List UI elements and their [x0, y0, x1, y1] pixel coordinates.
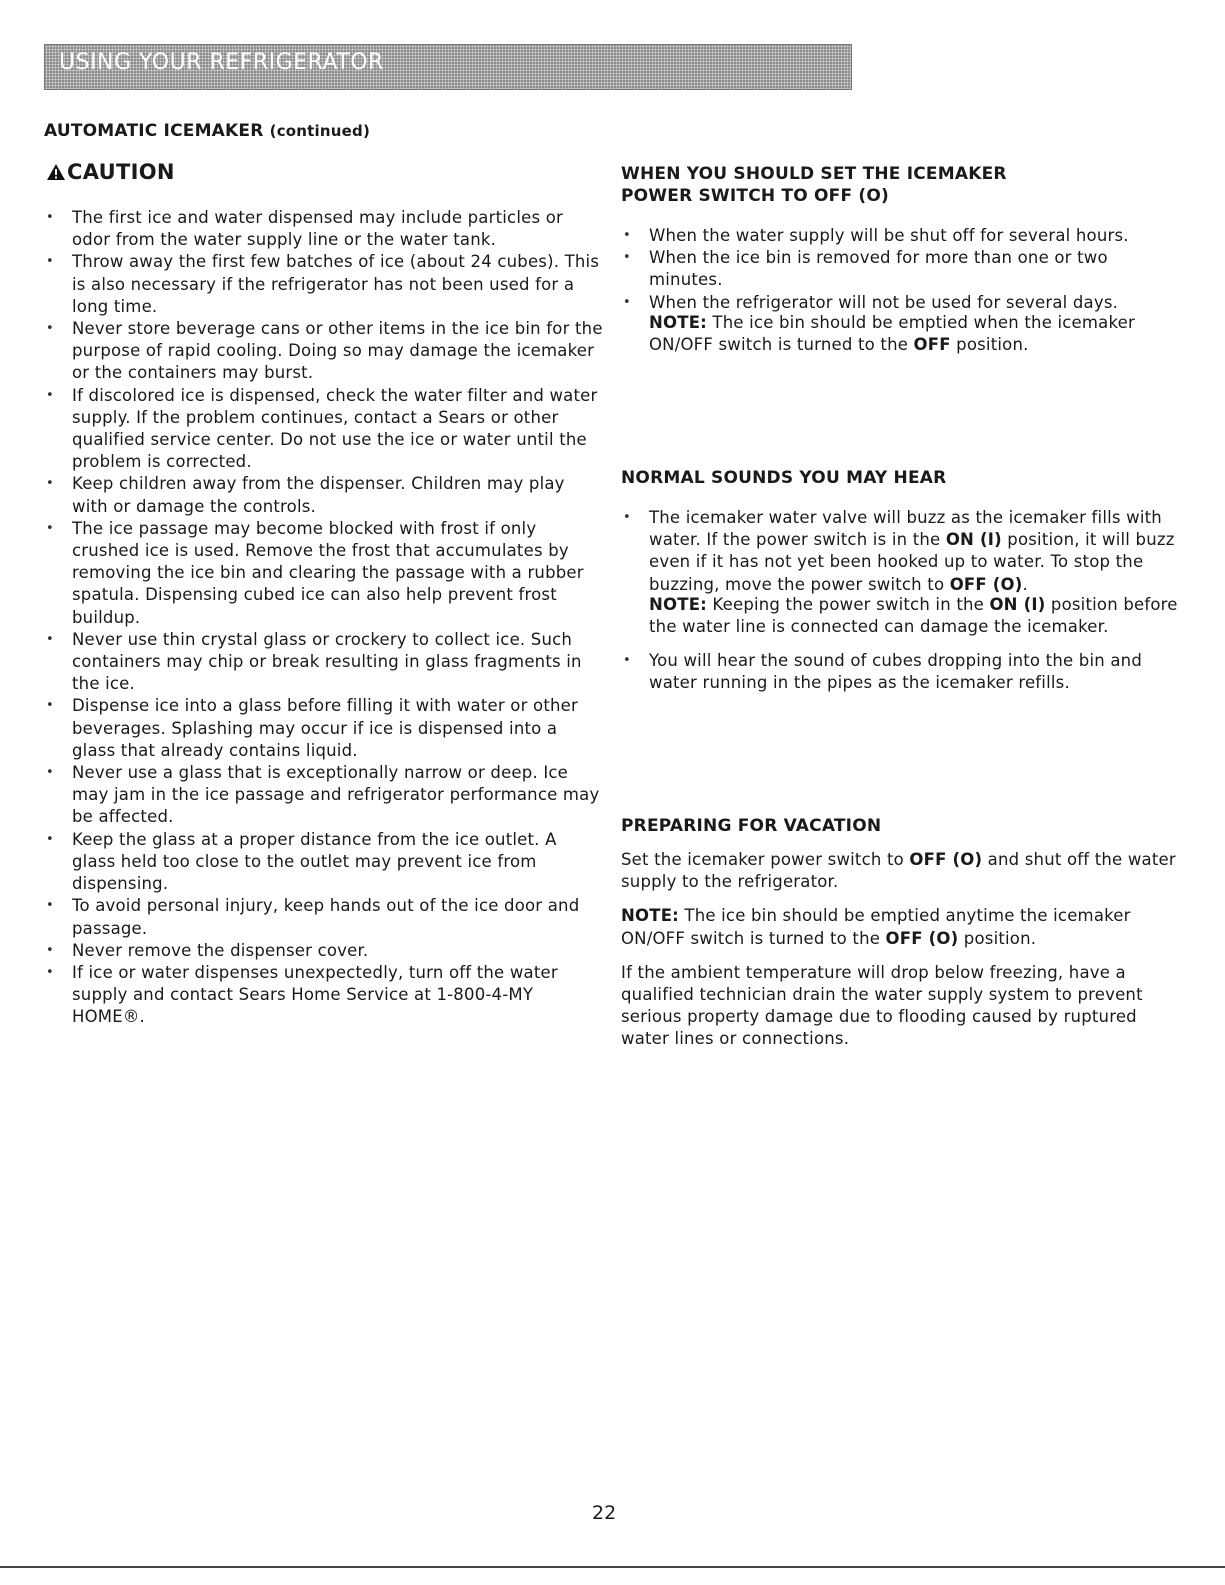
set-off-section	[621, 163, 1181, 356]
caution-heading	[46, 160, 175, 184]
footer-rule	[0, 1566, 1225, 1568]
caution-item: • Never store beverage cans or other items in the ice bin for the purpose of rapid cooling. Doing so may damage the icemaker or the containers may burst.	[44, 318, 604, 385]
vacation-section	[621, 815, 1181, 1063]
warning-triangle-icon	[46, 163, 66, 181]
sounds-heading: NORMAL SOUNDS YOU MAY HEAR	[621, 468, 947, 488]
set-off-list	[621, 225, 1181, 314]
set-off-item: • When the ice bin is removed for more than one or two minutes.	[621, 247, 1181, 291]
banner-title: USING YOUR REFRIGERATOR	[59, 50, 384, 75]
sounds-note: NOTE: Keeping the power switch in the ON (I) position before the water line is connected can damage the icemaker.	[649, 594, 1178, 637]
section-banner	[44, 44, 852, 90]
sounds-list-2	[621, 650, 1181, 694]
set-off-item: • When the water supply will be shut off for several hours.	[621, 225, 1181, 247]
caution-item: • The first ice and water dispensed may include particles or odor from the water supply line or the water tank.	[44, 207, 604, 251]
set-off-item: • When the refrigerator will not be used for several days.	[621, 292, 1181, 314]
section-title-continued: (continued)	[269, 122, 371, 140]
section-title	[44, 121, 370, 141]
page-number: 22	[592, 1502, 617, 1524]
caution-item: • Dispense ice into a glass before filling it with water or other beverages. Splashing may occur if ice is dispensed into a glass that already contains liquid.	[44, 695, 604, 762]
caution-item: • Never use a glass that is exceptionally narrow or deep. Ice may jam in the ice passage and refrigerator performance may be affected.	[44, 762, 604, 829]
caution-item: • Keep children away from the dispenser. Children may play with or damage the controls.	[44, 473, 604, 517]
caution-item: • Throw away the first few batches of ice (about 24 cubes). This is also necessary if the refrigerator has not been used for a long time.	[44, 251, 604, 318]
note-end: position.	[950, 335, 1029, 355]
sounds-item: • The icemaker water valve will buzz as the icemaker fills with water. If the power switch is in the ON (I) position, it will buzz even if it has not yet been hooked up to water. To stop the buzzing, move the power switch to OFF (O).	[621, 507, 1181, 596]
caution-list-column	[44, 207, 604, 1029]
set-off-heading-line2: POWER SWITCH TO OFF (O)	[621, 186, 889, 206]
caution-item: • To avoid personal injury, keep hands out of the ice door and passage.	[44, 895, 604, 939]
caution-item: • Keep the glass at a proper distance from the ice outlet. A glass held too close to the outlet may prevent ice from dispensing.	[44, 829, 604, 896]
set-off-note	[621, 312, 1181, 356]
sounds-section	[621, 467, 1181, 695]
sounds-list	[621, 507, 1181, 596]
vacation-heading: PREPARING FOR VACATION	[621, 816, 882, 836]
caution-label: CAUTION	[67, 160, 175, 184]
caution-list	[44, 207, 604, 1029]
caution-item: • Never remove the dispenser cover.	[44, 940, 604, 962]
vacation-note: NOTE: The ice bin should be emptied anytime the icemaker ON/OFF switch is turned to the OFF (O) position.	[621, 906, 1131, 948]
caution-item: • If discolored ice is dispensed, check the water filter and water supply. If the problem continues, contact a Sears or other qualified service center. Do not use the ice or water until the problem is corrected.	[44, 385, 604, 474]
vacation-paragraph: Set the icemaker power switch to OFF (O) and shut off the water supply to the refrigerator.	[621, 850, 1176, 892]
set-off-heading	[621, 163, 1181, 207]
vacation-freezing-paragraph: If the ambient temperature will drop below freezing, have a qualified technician drain the water supply system to prevent serious property damage due to flooding caused by ruptured water lines or connections.	[621, 962, 1143, 1049]
set-off-heading-line1: WHEN YOU SHOULD SET THE ICEMAKER	[621, 164, 1007, 184]
section-title-text: AUTOMATIC ICEMAKER	[44, 121, 264, 141]
sounds-item: • You will hear the sound of cubes dropping into the bin and water running in the pipes as the icemaker refills.	[621, 650, 1181, 694]
caution-item: • Never use thin crystal glass or crockery to collect ice. Such containers may chip or break resulting in glass fragments in the ice.	[44, 629, 604, 696]
note-label: NOTE:	[649, 312, 707, 332]
caution-item: • If ice or water dispenses unexpectedly, turn off the water supply and contact Sears Home Service at 1-800-4-MY HOME®.	[44, 962, 604, 1029]
note-text: The ice bin should be emptied when the icemaker ON/OFF switch is turned to the	[649, 312, 1135, 355]
note-bold: OFF	[913, 335, 951, 355]
caution-item: • The ice passage may become blocked with frost if only crushed ice is used. Remove the frost that accumulates by removing the ice bin and clearing the passage with a rubber spatula. Dispensing cubed ice can also help prevent frost buildup.	[44, 518, 604, 629]
